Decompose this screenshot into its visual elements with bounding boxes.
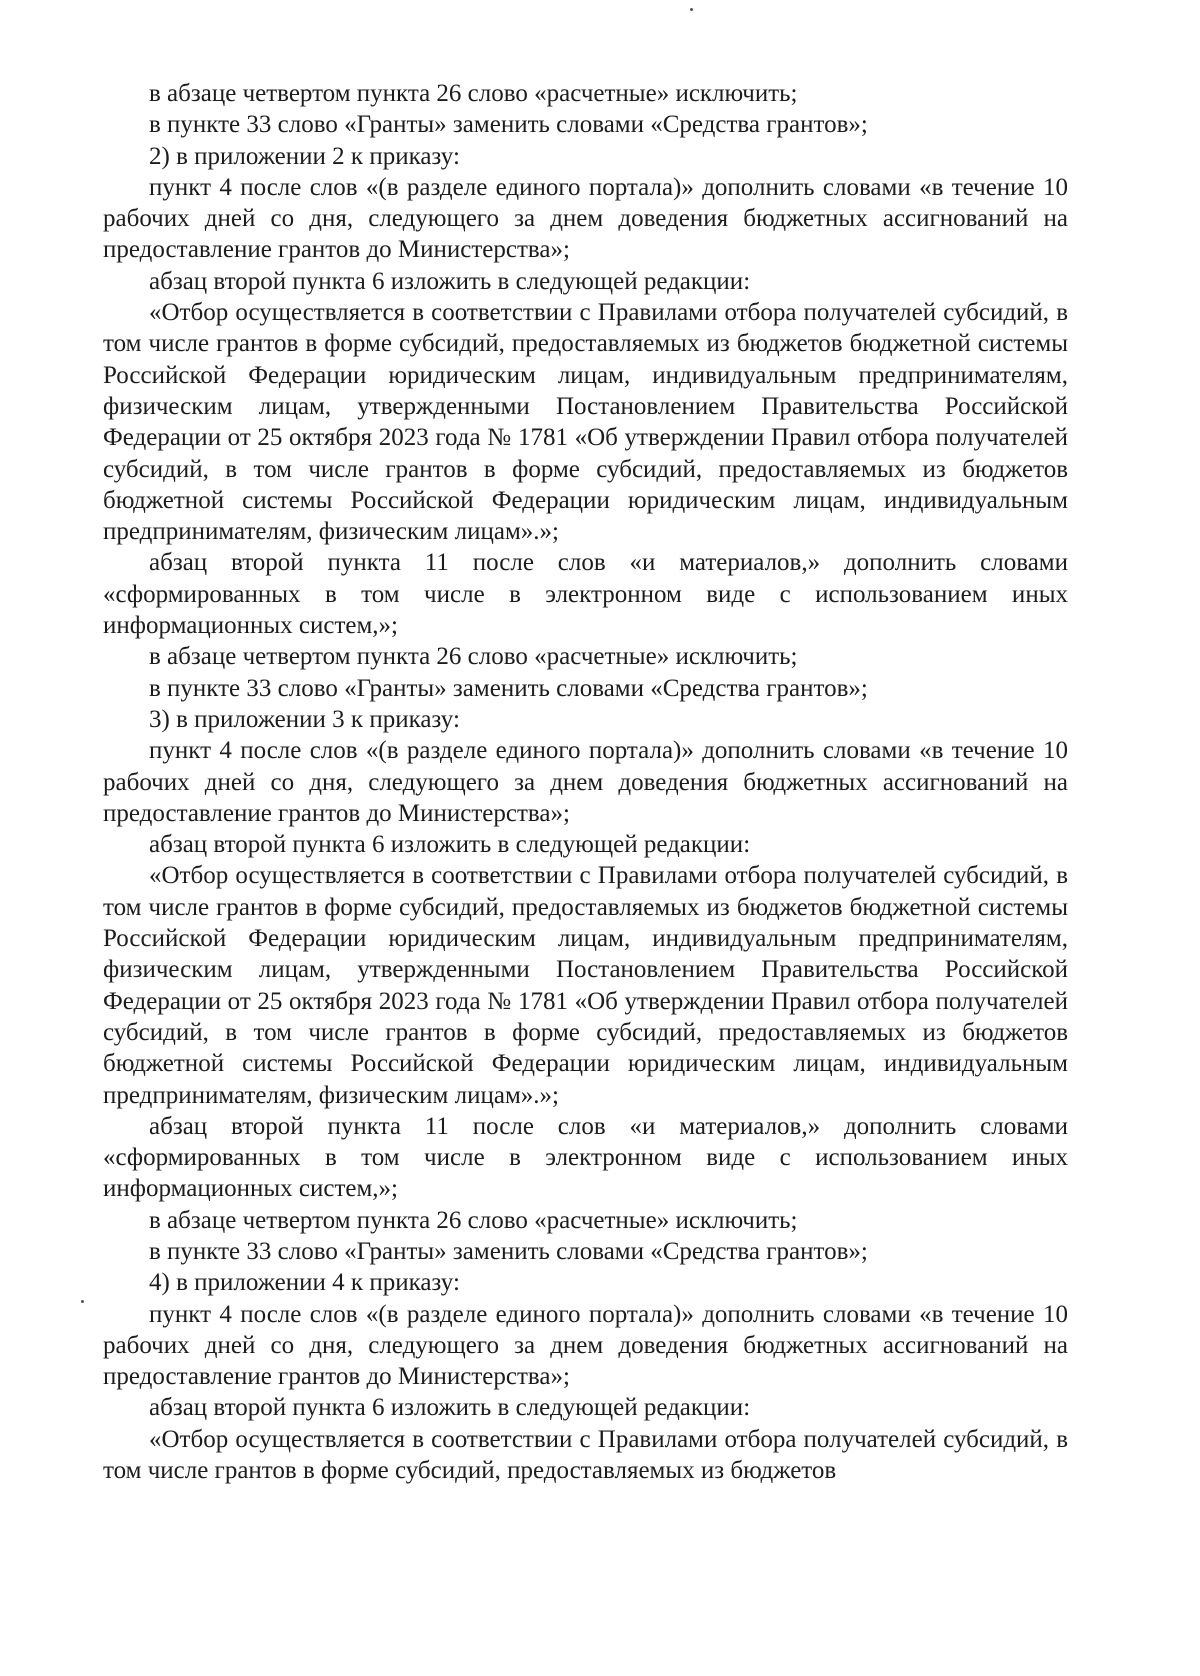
- paragraph: в абзаце четвертом пункта 26 слово «расчетные» исключить;: [149, 1206, 798, 1234]
- paragraph: 2) в приложении 2 к приказу:: [149, 142, 460, 170]
- scan-speck: [81, 1300, 84, 1303]
- paragraph: «Отбор осуществляется в соответствии с Правилами отбора получателей субсидий, в том числе грантов в форме субсидий, предоставляемых из бюджетов: [103, 1425, 1068, 1485]
- paragraph: абзац второй пункта 6 изложить в следующей редакции:: [149, 267, 751, 295]
- paragraph: в пункте 33 слово «Гранты» заменить словами «Средства грантов»;: [149, 111, 868, 139]
- paragraph: 3) в приложении 3 к приказу:: [149, 705, 460, 733]
- paragraph: в пункте 33 слово «Гранты» заменить словами «Средства грантов»;: [149, 674, 868, 702]
- paragraph: пункт 4 после слов «(в разделе единого портала)» дополнить словами «в течение 10 рабочих дней со дня, следующего за днем доведения бюджетных ассигнований на предоставление грантов до Министерства»;: [103, 173, 1068, 264]
- paragraph: в абзаце четвертом пункта 26 слово «расчетные» исключить;: [149, 643, 798, 671]
- paragraph: 4) в приложении 4 к приказу:: [149, 1269, 460, 1297]
- paragraph: абзац второй пункта 6 изложить в следующей редакции:: [149, 1394, 751, 1422]
- scan-speck: [690, 8, 693, 11]
- paragraph: пункт 4 после слов «(в разделе единого портала)» дополнить словами «в течение 10 рабочих дней со дня, следующего за днем доведения бюджетных ассигнований на предоставление грантов до Министерства»;: [103, 1300, 1068, 1391]
- paragraph: в абзаце четвертом пункта 26 слово «расчетные» исключить;: [149, 80, 798, 107]
- paragraph: «Отбор осуществляется в соответствии с Правилами отбора получателей субсидий, в том числе грантов в форме субсидий, предоставляемых из бюджетов бюджетной системы Российской Федерации юридическим лицам, индивидуальным предпринимателям, физическим лицам, утвержденными Постановлением Правительства Российской Федерации от 25 октября 2023 года № 1781 «Об утверждении Правил отбора получателей субсидий, в том числе грантов в форме субсидий, предоставляемых из бюджетов бюджетной системы Российской Федерации юридическим лицам, индивидуальным предпринимателям, физическим лицам».»;: [103, 299, 1068, 546]
- paragraph: абзац второй пункта 6 изложить в следующей редакции:: [149, 831, 751, 859]
- paragraph: пункт 4 после слов «(в разделе единого портала)» дополнить словами «в течение 10 рабочих дней со дня, следующего за днем доведения бюджетных ассигнований на предоставление грантов до Министерства»;: [103, 737, 1068, 827]
- paragraph: абзац второй пункта 11 после слов «и материалов,» дополнить словами «сформированных в том числе в электронном виде с использованием иных информационных систем,»;: [103, 549, 1068, 640]
- paragraph: «Отбор осуществляется в соответствии с Правилами отбора получателей субсидий, в том числе грантов в форме субсидий, предоставляемых из бюджетов бюджетной системы Российской Федерации юридическим лицам, индивидуальным предпринимателям, физическим лицам, утвержденными Постановлением Правительства Российской Федерации от 25 октября 2023 года № 1781 «Об утверждении Правил отбора получателей субсидий, в том числе грантов в форме субсидий, предоставляемых из бюджетов бюджетной системы Российской Федерации юридическим лицам, индивидуальным предпринимателям, физическим лицам».»;: [103, 862, 1068, 1109]
- document-body: [103, 78, 1068, 1486]
- paragraph: абзац второй пункта 11 после слов «и материалов,» дополнить словами «сформированных в том числе в электронном виде с использованием иных информационных систем,»;: [103, 1112, 1068, 1203]
- paragraph: в пункте 33 слово «Гранты» заменить словами «Средства грантов»;: [149, 1237, 868, 1265]
